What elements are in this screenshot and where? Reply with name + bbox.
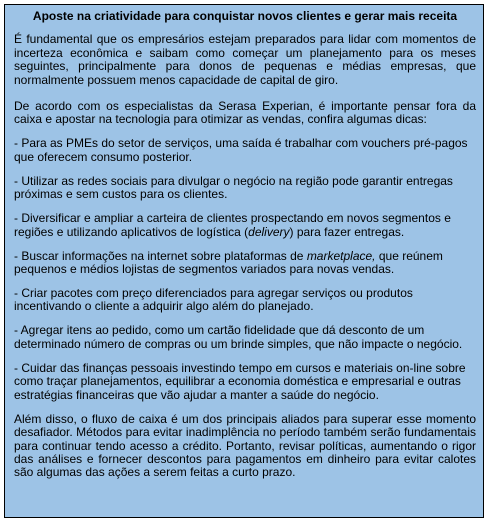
- tip-item-7: - Cuidar das finanças pessoais investindo tempo em cursos e materiais on-line sobre como traçar planejamentos, equilibrar a economia doméstica e empresarial e outras estratégias financeiras que vão ajudar a manter a saúde do negócio.: [14, 360, 466, 402]
- tip-item-4-text-start: - Buscar informações na internet sobre plataformas de: [14, 248, 307, 263]
- article-title: Aposte na criatividade para conquistar novos clientes e gerar mais receita: [32, 9, 458, 23]
- tip-item-3-text-start: - Diversificar e ampliar a carteira de clientes prospectando em novos segmentos e regiões e utilizando aplicativos de logística (: [14, 211, 451, 239]
- context-paragraph: De acordo com os especialistas da Serasa Experian, é importante pensar fora da caixa e apostar na tecnologia para otimizar as vendas, confira algumas dicas:: [14, 99, 476, 127]
- tip-item-3: [14, 212, 476, 239]
- tip-item-3-emphasis: delivery: [248, 224, 290, 239]
- tip-item-4: [14, 250, 476, 277]
- intro-paragraph: É fundamental que os empresários estejam preparados para lidar com momentos de incerteza econômica e saibam como começar um planejamento para os meses seguintes, principalmente para donos de pequenas e médias empresas, que normalmente possuem menos capacidade de capital de giro.: [14, 32, 476, 87]
- tip-item-2: - Utilizar as redes sociais para divulgar o negócio na região pode garantir entregas próximas e sem custos para os clientes.: [14, 173, 453, 202]
- article-box: [4, 4, 484, 518]
- tip-item-6: - Agregar itens ao pedido, como um cartão fidelidade que dá desconto de um determinado número de compras ou um brinde simples, que não impacte o negócio.: [14, 323, 463, 351]
- tip-item-4-emphasis: marketplace,: [306, 248, 376, 263]
- closing-paragraph: Além disso, o fluxo de caixa é um dos principais aliados para superar esse momento desafiador. Métodos para evitar inadimplência no período também serão fundamentais para continuar tendo acesso a crédito. Portanto, revisar políticas, aumentando o rigor das análises e fornecer descontos para pagamentos em dinheiro para evitar calotes são algumas das ações a serem feitas a curto prazo.: [14, 411, 476, 480]
- tip-item-5: - Criar pacotes com preço diferenciados para agregar serviços ou produtos incentivando o cliente a adquirir algo além do planejado.: [14, 286, 413, 314]
- tip-item-1: - Para as PMEs do setor de serviços, uma saída é trabalhar com vouchers pré-pagos que oferecem consumo posterior.: [14, 136, 468, 164]
- tip-item-3-text-end: ) para fazer entregas.: [289, 224, 405, 239]
- tip-item-4-text-end: que reúnem pequenos e médios lojistas de segmentos variados para novas vendas.: [14, 248, 443, 277]
